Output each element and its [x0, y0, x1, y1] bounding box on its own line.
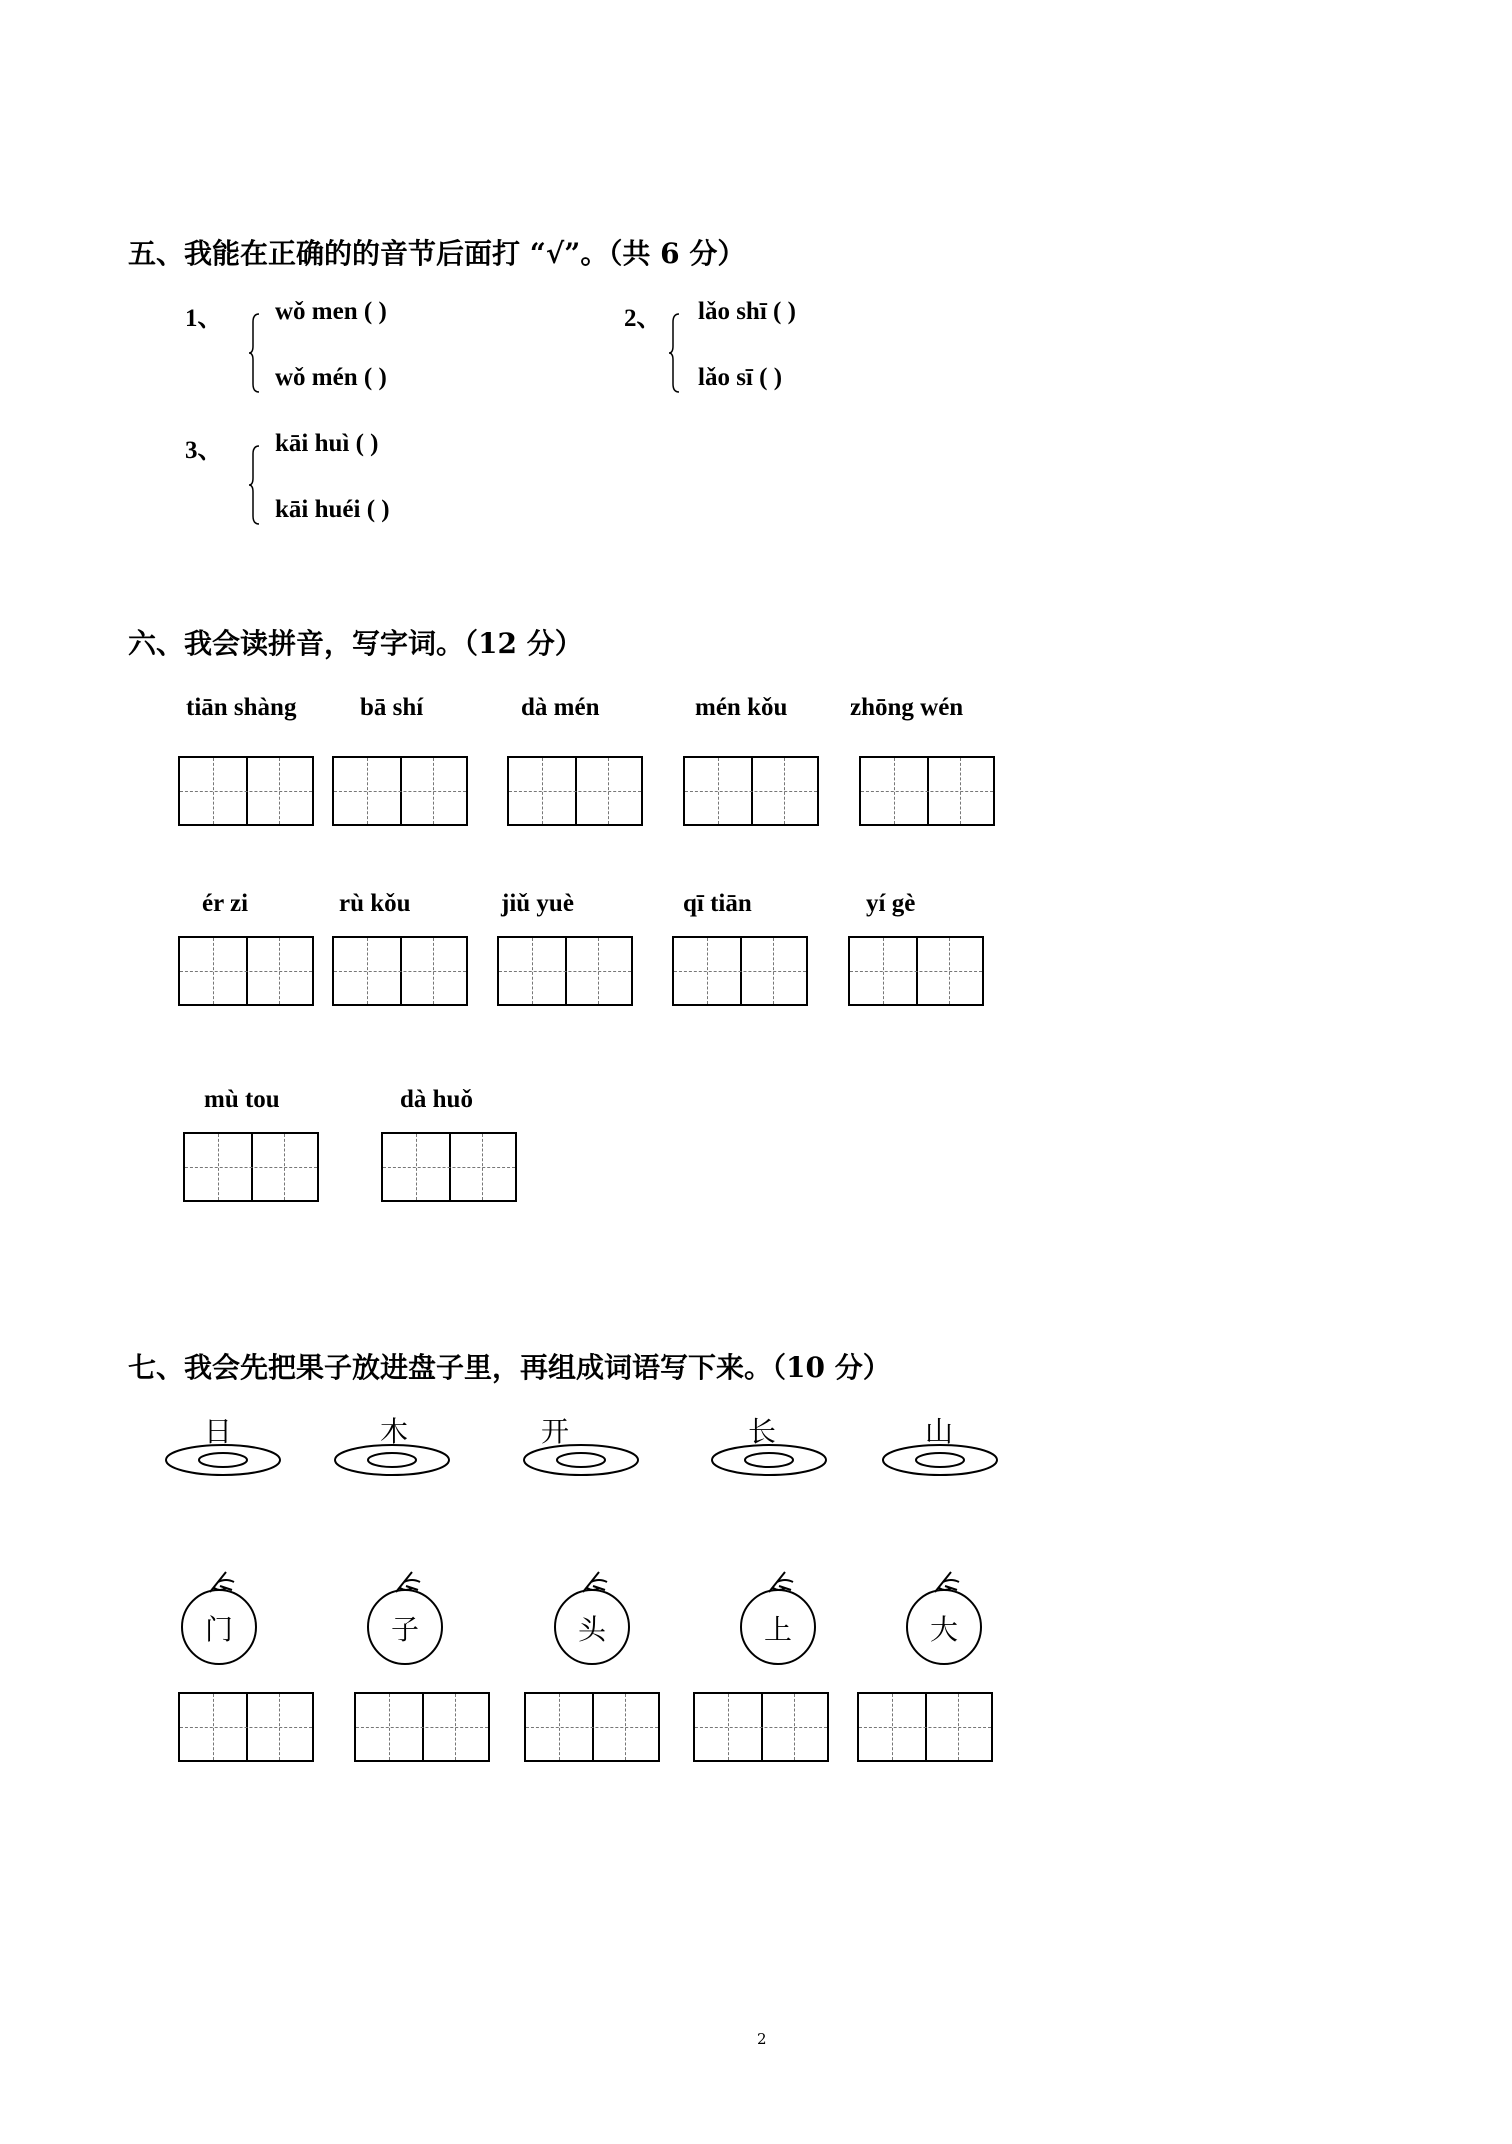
item1-number: 1、 — [185, 305, 223, 332]
pinyin-word: dà mén — [521, 694, 600, 721]
plate-character: 日 — [204, 1415, 233, 1448]
writing-box[interactable] — [857, 1692, 993, 1762]
pinyin-word: mù tou — [204, 1086, 280, 1113]
writing-box[interactable] — [354, 1692, 490, 1762]
writing-box[interactable] — [178, 936, 314, 1006]
section6-heading: 六、我会读拼音，写字词。（12 分） — [128, 627, 583, 660]
item2-option1: lǎo shī ( ) — [698, 298, 796, 325]
fruit-character: 上 — [763, 1613, 792, 1646]
writing-box[interactable] — [497, 936, 633, 1006]
writing-box[interactable] — [693, 1692, 829, 1762]
item2-option2: lǎo sī ( ) — [698, 364, 783, 391]
writing-box[interactable] — [507, 756, 643, 826]
plate-icon[interactable] — [709, 1442, 829, 1478]
fruit-character: 大 — [929, 1613, 958, 1646]
writing-box[interactable] — [848, 936, 984, 1006]
plate-icon[interactable] — [332, 1442, 452, 1478]
pinyin-word: bā shí — [360, 694, 424, 721]
item1-option2: wǒ mén ( ) — [275, 364, 387, 391]
writing-box[interactable] — [524, 1692, 660, 1762]
fruit-character: 子 — [390, 1613, 419, 1646]
writing-box[interactable] — [332, 936, 468, 1006]
pinyin-word: qī tiān — [683, 890, 752, 917]
page-number: 2 — [757, 2030, 767, 2048]
writing-box[interactable] — [859, 756, 995, 826]
writing-box[interactable] — [683, 756, 819, 826]
pinyin-word: dà huǒ — [400, 1086, 473, 1113]
writing-box[interactable] — [178, 756, 314, 826]
pinyin-word: mén kǒu — [695, 694, 788, 721]
plate-icon[interactable] — [521, 1442, 641, 1478]
plate-icon[interactable] — [163, 1442, 283, 1478]
pinyin-word: tiān shàng — [186, 694, 297, 721]
pinyin-word: zhōng wén — [850, 694, 964, 721]
pinyin-word: ér zi — [202, 890, 249, 917]
pinyin-word: yí gè — [866, 890, 916, 917]
plate-character: 山 — [925, 1415, 954, 1448]
item1-brace — [248, 312, 260, 394]
item3-brace — [248, 444, 260, 526]
item2-brace — [668, 312, 680, 394]
writing-box[interactable] — [381, 1132, 517, 1202]
fruit-character: 门 — [204, 1613, 233, 1646]
writing-box[interactable] — [332, 756, 468, 826]
writing-box[interactable] — [183, 1132, 319, 1202]
item3-number: 3、 — [185, 437, 223, 464]
pinyin-word: jiǔ yuè — [501, 890, 574, 917]
fruit-character: 头 — [577, 1613, 606, 1646]
plate-character: 长 — [748, 1415, 777, 1448]
item3-option2: kāi huéi ( ) — [275, 496, 390, 523]
item3-option1: kāi huì ( ) — [275, 430, 379, 457]
plate-character: 木 — [380, 1415, 409, 1448]
writing-box[interactable] — [178, 1692, 314, 1762]
pinyin-word: rù kǒu — [339, 890, 411, 917]
plate-icon[interactable] — [880, 1442, 1000, 1478]
plate-character: 开 — [541, 1415, 570, 1448]
item1-option1: wǒ men ( ) — [275, 298, 387, 325]
item2-number: 2、 — [624, 305, 662, 332]
section5-heading: 五、我能在正确的的音节后面打 “√”。（共 6 分） — [128, 237, 746, 270]
section7-heading: 七、我会先把果子放进盘子里，再组成词语写下来。（10 分） — [128, 1351, 891, 1384]
writing-box[interactable] — [672, 936, 808, 1006]
